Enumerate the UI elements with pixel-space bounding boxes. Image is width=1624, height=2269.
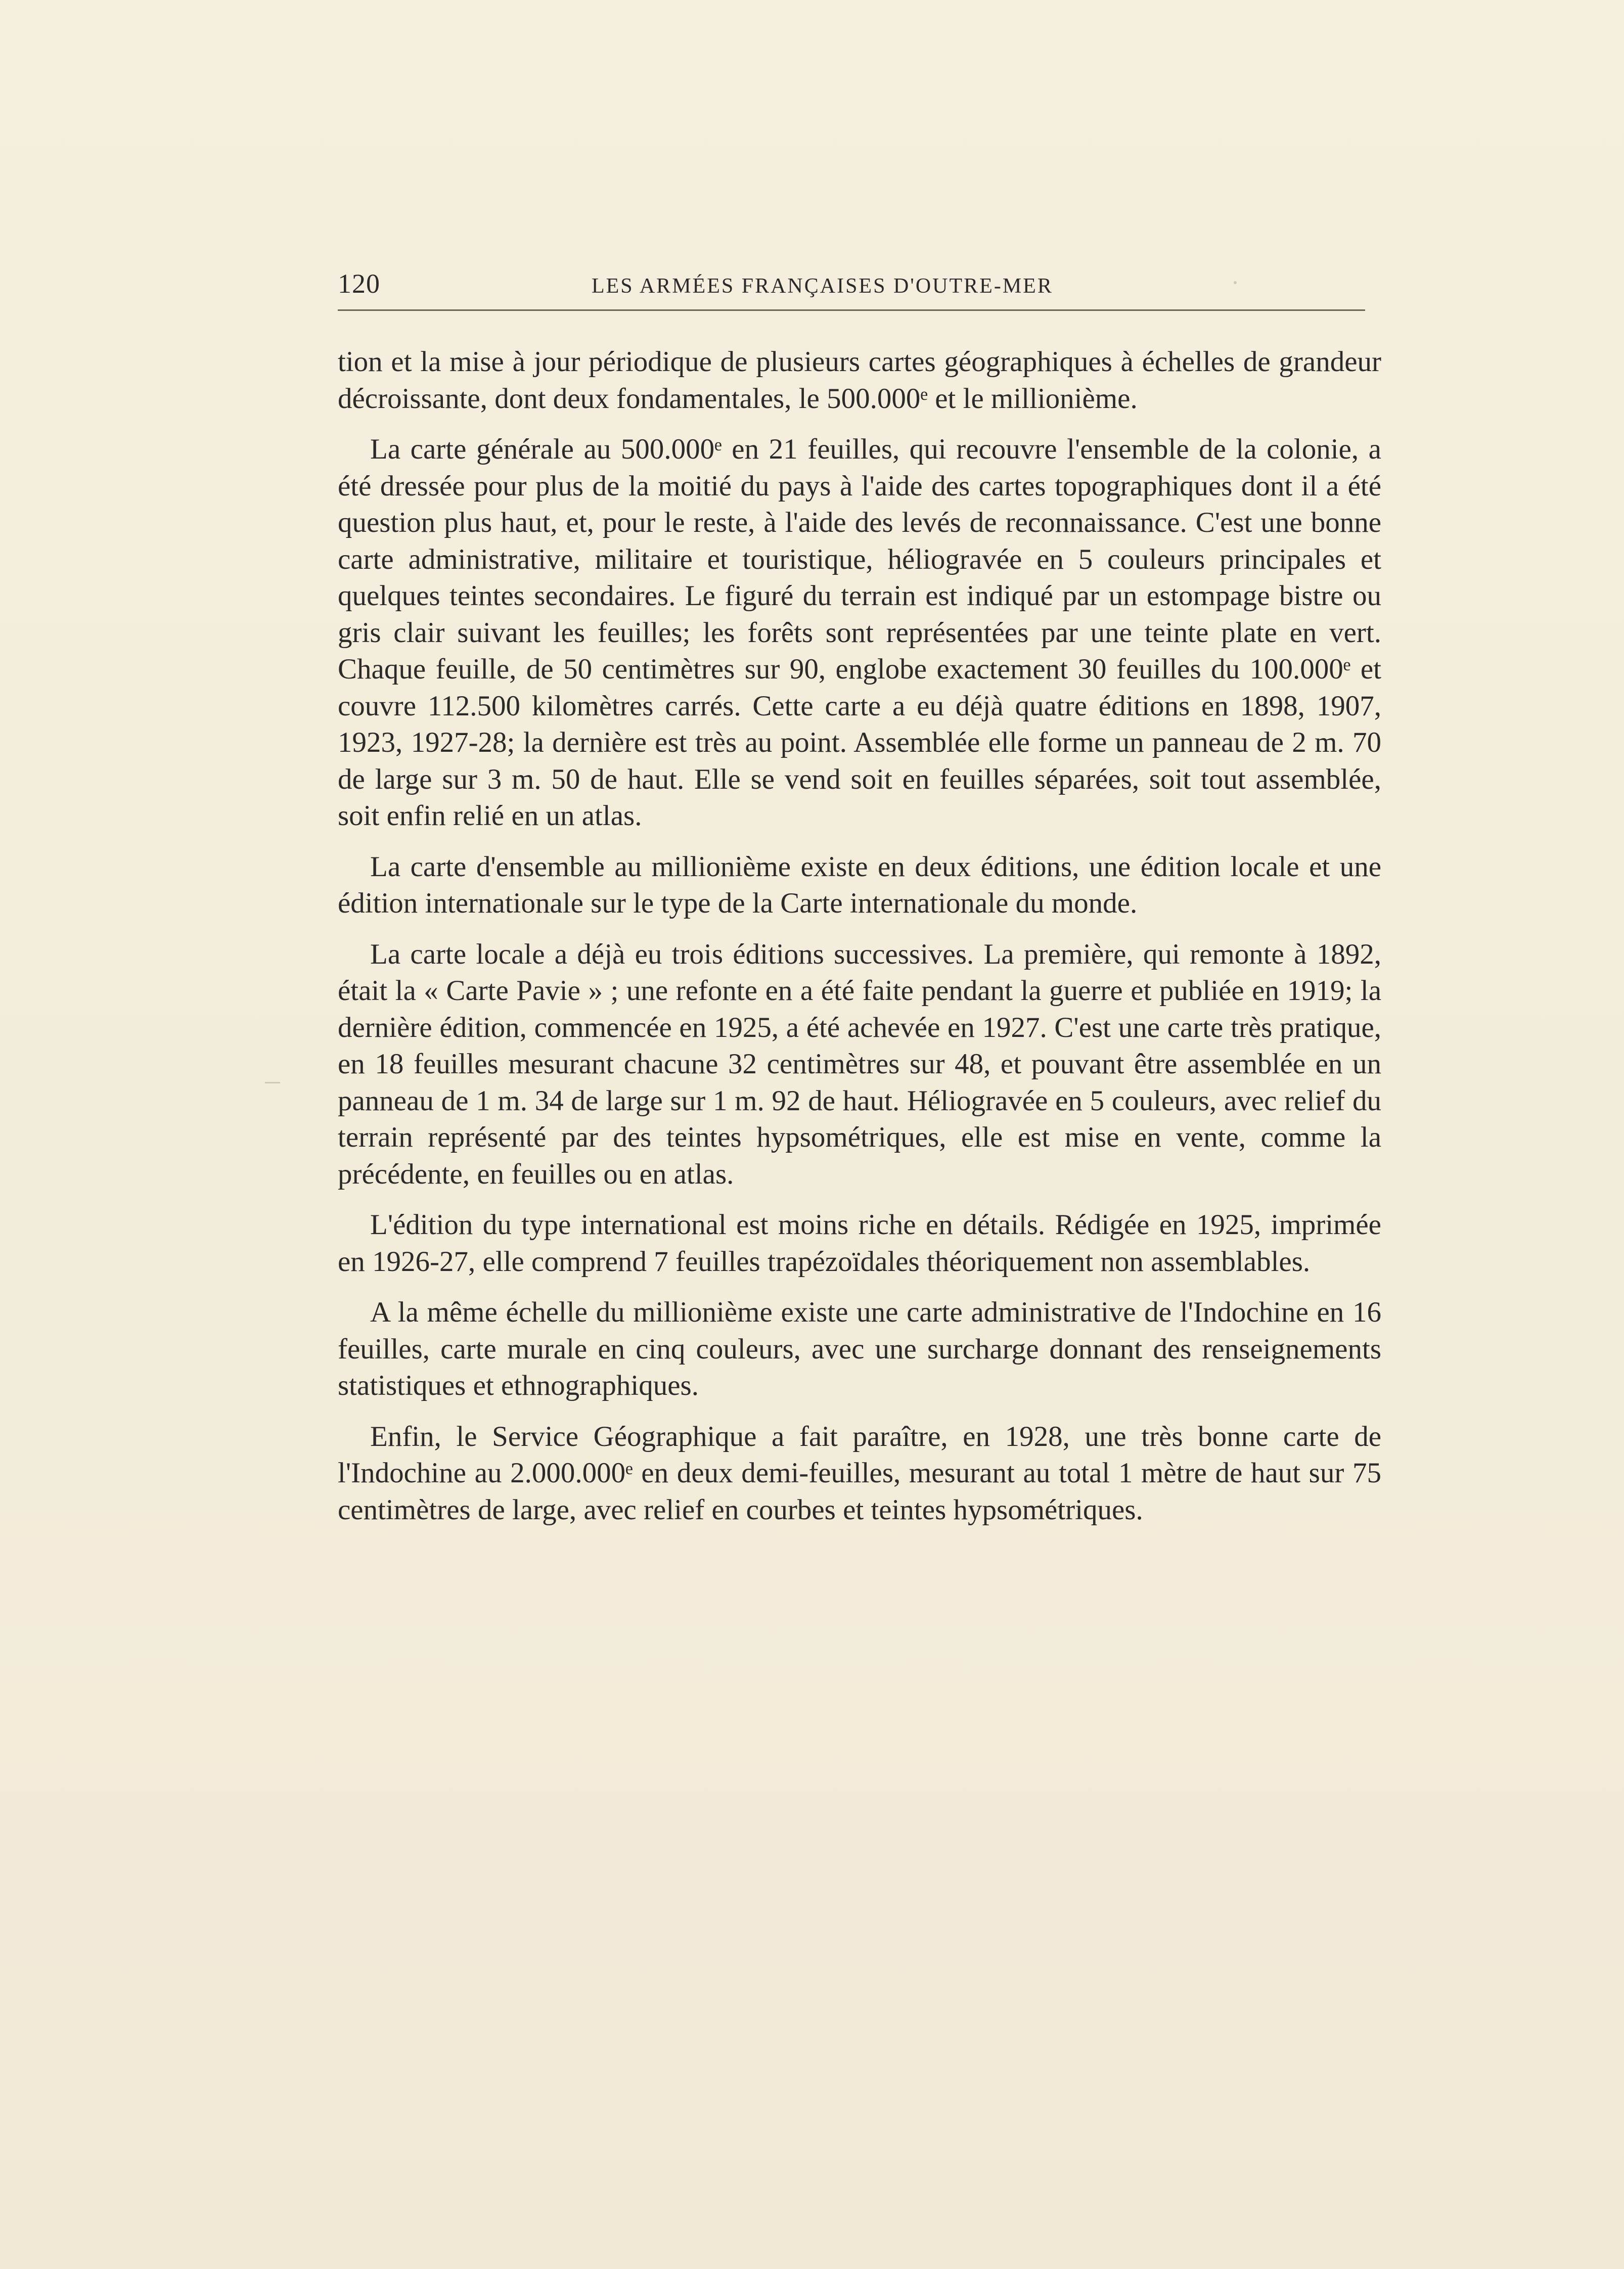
body-text <box>338 344 1381 1542</box>
scan-speck <box>1234 281 1237 284</box>
running-title: LES ARMÉES FRANÇAISES D'OUTRE-MER <box>592 275 1053 298</box>
scan-speck <box>265 1082 280 1083</box>
paragraph: L'édition du type international est moins riche en détails. Rédigée en 1925, imprimée en 1926-27, elle comprend 7 feuilles trapézoïdales théoriquement non assemblables. <box>338 1209 1381 1278</box>
page-header <box>338 263 1369 303</box>
header-rule <box>338 309 1365 311</box>
page-number: 120 <box>338 268 380 299</box>
paragraph: tion et la mise à jour périodique de plusieurs cartes géographiques à échelles de grandeur décroissante, dont deux fondamentales, le 500.000ᵉ et le millionième. <box>338 346 1381 415</box>
paragraph: A la même échelle du millionième existe une carte administrative de l'Indochine en 16 feuilles, carte murale en cinq couleurs, avec une surcharge donnant des renseignements statistiques et ethnographiques. <box>338 1296 1381 1401</box>
paragraph: La carte générale au 500.000ᵉ en 21 feuilles, qui recouvre l'ensemble de la colonie, a été dressée pour plus de la moitié du pays à l'aide des cartes topographiques dont il a été question plus haut, et, pour le reste, à l'aide des levés de reconnaissance. C'est une bonne carte administrative, militaire et touristique, héliogravée en 5 couleurs principales et quelques teintes secondaires. Le figuré du terrain est indiqué par un estompage bistre ou gris clair suivant les feuilles; les forêts sont représentées par une teinte plate en vert. Chaque feuille, de 50 centimètres sur 90, englobe exactement 30 feuilles du 100.000ᵉ et couvre 112.500 kilomètres carrés. Cette carte a eu déjà quatre éditions en 1898, 1907, 1923, 1927-28; la dernière est très au point. Assemblée elle forme un panneau de 2 m. 70 de large sur 3 m. 50 de haut. Elle se vend soit en feuilles séparées, soit tout assemblée, soit enfin relié en un atlas. <box>338 433 1381 832</box>
paragraph: La carte d'ensemble au millionième existe en deux éditions, une édition locale et une édition internationale sur le type de la Carte internationale du monde. <box>338 850 1381 919</box>
paragraph: Enfin, le Service Géographique a fait paraître, en 1928, une très bonne carte de l'Indochine au 2.000.000ᵉ en deux demi-feuilles, mesurant au total 1 mètre de haut sur 75 centimètres de large, avec relief en courbes et teintes hypsométriques. <box>338 1420 1381 1526</box>
paragraph: La carte locale a déjà eu trois éditions successives. La première, qui remonte à 1892, était la « Carte Pavie » ; une refonte en a été faite pendant la guerre et publiée en 1919; la dernière édition, commencée en 1925, a été achevée en 1927. C'est une carte très pratique, en 18 feuilles mesurant chacune 32 centimètres sur 48, et pouvant être assemblée en un panneau de 1 m. 34 de large sur 1 m. 92 de haut. Héliogravée en 5 couleurs, avec relief du terrain représenté par des teintes hypsométriques, elle est mise en vente, comme la précédente, en feuilles ou en atlas. <box>338 938 1381 1190</box>
